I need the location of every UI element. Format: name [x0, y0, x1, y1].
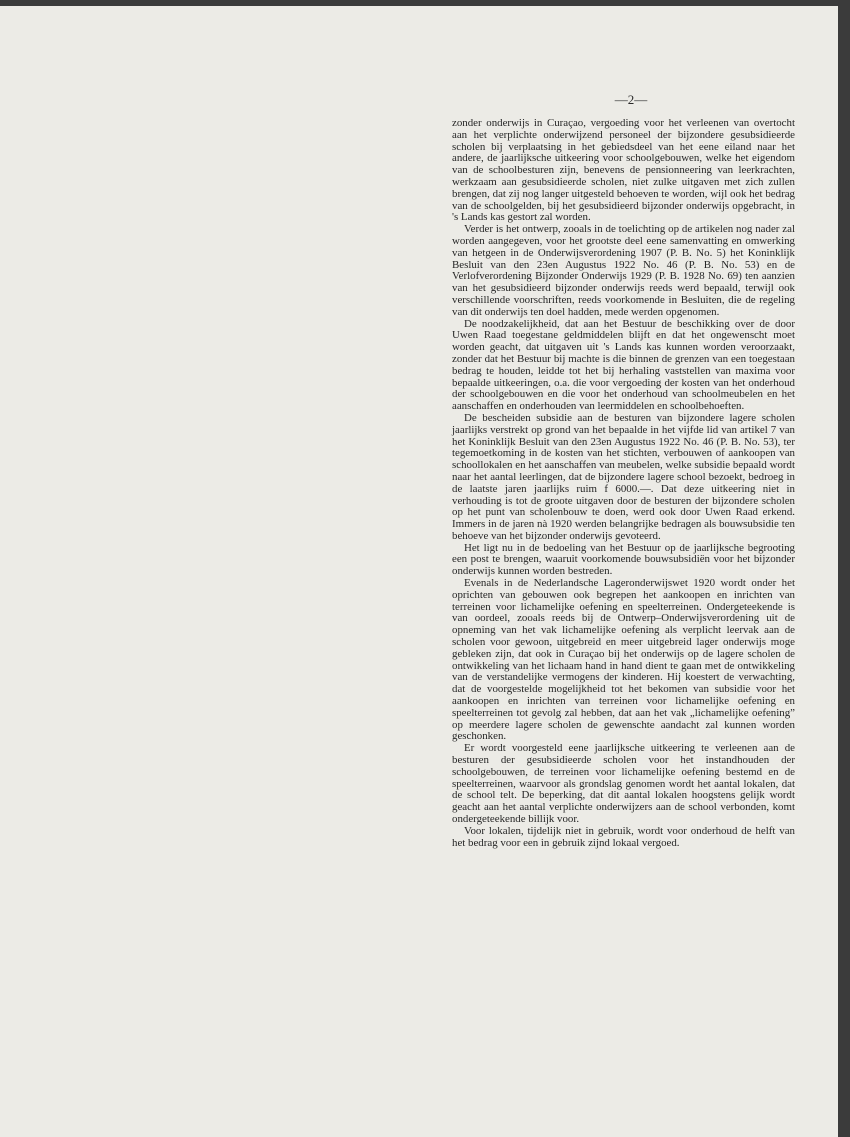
- paragraph: Het ligt nu in de bedoeling van het Bestuur op de jaarlijksche begrooting een post te brengen, waaruit voorkomende bouwsubsidiën voor het bijzonder onderwijs kunnen worden bestreden.: [452, 541, 795, 578]
- paragraph: Er wordt voorgesteld eene jaarlijksche uitkeering te verleenen aan de besturen der gesubsidieerde scholen voor het instandhouden der schoolgebouwen, de terreinen voor lichamelijke oefening bestemd en de speelterreinen, waarvoor als grondslag genomen wordt het aantal lokalen, dat de school telt. De beperking, dat dit aantal lokalen hoogstens gelijk wordt geacht aan het aantal verplichte onderwijzers aan de school verbonden, komt ondergeteekende billijk voor.: [452, 742, 795, 826]
- paragraph: De noodzakelijkheid, dat aan het Bestuur de beschikking over de door Uwen Raad toegestane geldmiddelen blijft en dat het ongewenscht moet worden geacht, dat uitgaven uit 's Lands kas kunnen worden veroorzaakt, zonder dat het Bestuur bij machte is die binnen de grenzen van een toegestaan bedrag te houden, leidde tot het bij herhaling vaststellen van maxima voor bepaalde uitkeeringen, o.a. die voor vergoeding der kosten van het onderhoud der schoolgebouwen en die voor het onderhoud van schoolmeubelen en het aanschaffen en onderhouden van leermiddelen en schoolbehoeften.: [452, 317, 795, 413]
- paragraph: Verder is het ontwerp, zooals in de toelichting op de artikelen nog nader zal worden aangegeven, voor het grootste deel eene samenvatting en omwerking van hetgeen in de Onderwijsverordening 1907 (P. B. No. 5) het Koninklijk Besluit van den 23en Augustus 1922 No. 46 (P. B. No. 53) en de Verlofverordening Bijzonder Onderwijs 1929 (P. B. 1928 No. 69) ten aanzien van het gesubsidieerd bijzonder onderwijs reeds werd bepaald, terwijl ook verschillende voorschriften, reeds voorkomende in Besluiten, die de regeling van dit onderwijs ten doel hadden, mede werden opgenomen.: [452, 223, 795, 318]
- paragraph: Evenals in de Nederlandsche Lageronderwijswet 1920 wordt onder het oprichten van gebouwen ook begrepen het aankoopen en inrichten van terreinen voor lichamelijke oefening en speelterreinen. Ondergeteekende is van oordeel, zooals reeds bij de Ontwerp–Onderwijsverordening uit de opneming van het vak lichamelijke oefening als verplicht leervak aan de scholen voor gewoon, uitgebreid en meer uitgebreid lager onderwijs moge gebleken zijn, dat ook in Curaçao bij het onderwijs op de lagere scholen de ontwikkeling van het lichaam hand in hand dient te gaan met de ontwikkeling van de verstandelijke vermogens der kinderen. Hij koestert de verwachting, dat de voorgestelde mogelijkheid tot het bekomen van subsidie voor het aankoopen en inrichten van terreinen voor lichamelijke oefening en speelterreinen tot gevolg zal hebben, dat aan het vak „lichamelijke oefening” op meerdere lagere scholen de gewenschte aandacht zal kunnen worden geschonken.: [452, 577, 795, 743]
- page-number: —2—: [614, 92, 648, 107]
- paragraph: De bescheiden subsidie aan de besturen van bijzondere lagere scholen jaarlijks verstrekt op grond van het bepaalde in het vijfde lid van artikel 7 van het Koninklijk Besluit van den 23en Augustus 1922 No. 46 (P. B. No. 53), ter tegemoetkoming in de kosten van het stichten, verbouwen of aankoopen van schoollokalen en het aanschaffen van meubelen, welke subsidie bepaald wordt naar het aantal leerlingen, dat de bijzondere lagere school bezoekt, bedroeg in de laatste jaren jaarlijks ruim f 6000.—. Dat deze uitkeering niet in verhouding is tot de groote uitgaven door de besturen der bijzondere scholen op het punt van scholenbouw te doen, werd ook door Uwen Raad erkend. Immers in de jaren nà 1920 werden belangrijke bedragen als bouwsubsidie ten behoeve van het bijzonder onderwijs gevoteerd.: [452, 411, 795, 542]
- text-column: [452, 118, 795, 849]
- paragraph: Voor lokalen, tijdelijk niet in gebruik, wordt voor onderhoud de helft van het bedrag voor een in gebruik zijnd lokaal vergoed.: [452, 824, 795, 849]
- document-page: [0, 6, 838, 1137]
- paragraph: zonder onderwijs in Curaçao, vergoeding voor het verleenen van overtocht aan het verplichte onderwijzend personeel der bijzondere gesubsidieerde scholen bij verplaatsing in het gebiedsdeel van het eene eiland naar het andere, de jaarlijksche uitkeering voor schoolgebouwen, welke het eigendom van de schoolbesturen zijn, benevens de pensionneering van leerkrachten, werkzaam aan gesubsidieerde scholen, niet zulke uitgaven met zich zullen brengen, dat zij nog langer uitgesteld behoeven te worden, wijl ook het bedrag van de schoolgelden, bij het gesubsidieerd bijzonder onderwijs opgebracht, in 's Lands kas gestort zal worden.: [452, 117, 795, 224]
